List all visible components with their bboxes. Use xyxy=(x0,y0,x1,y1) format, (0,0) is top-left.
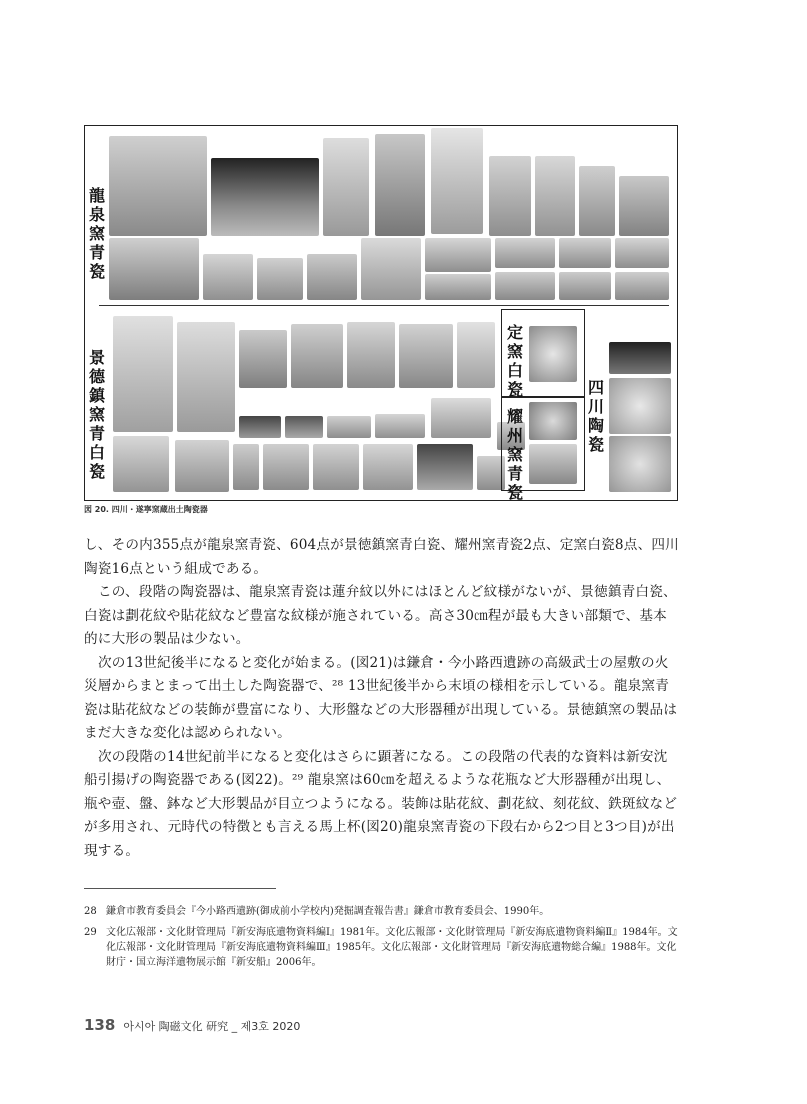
ceramic-photo xyxy=(609,378,671,434)
figure-20 xyxy=(84,125,678,501)
paragraph: この、段階の陶瓷器は、龍泉窯青瓷は蓮弁紋以外にはほとんど紋様がないが、景徳鎮青白瓷、白瓷は劃花紋や貼花紋など豊富な紋様が施されている。高さ30㎝程が最も大きい部類で、基本的に大形の製品は少ない。 xyxy=(84,584,677,647)
footnote-text: 文化広報部・文化財管理局『新安海底遺物資料編Ⅰ』1981年。文化広報部・文化財管理局『新安海底遺物資料編Ⅱ』1984年。文化広報部・文化財管理局『新安海底遺物資料編Ⅲ』1985年。文化広報部・文化財管理局『新安海底遺物総合編』1988年。文化財庁・国立海洋遺物展示館『新安船』2006年。 xyxy=(106,927,678,968)
ceramic-photo xyxy=(529,326,577,382)
ceramic-photo xyxy=(431,128,483,234)
paragraph: 次の段階の14世紀前半になると変化はさらに顕著になる。この段階の代表的な資料は新安沈船引揚げの陶瓷器である(図22)。²⁹ 龍泉窯は60㎝を超えるような花瓶など大形器種が出現し、瓶や壺、盤、鉢など大形製品が目立つようになる。装飾は貼花紋、劃花紋、刻花紋、鉄斑紋などが多用され、元時代の特徴とも言える馬上杯(図20)龍泉窯青瓷の下段右から2つ目と3つ目)が出現する。 xyxy=(84,748,678,859)
paragraph: し、その内355点が龍泉窯青瓷、604点が景徳鎮窯青白瓷、耀州窯青瓷2点、定窯白瓷8点、四川陶瓷16点という組成である。 xyxy=(84,537,679,577)
ceramic-photo xyxy=(431,398,491,438)
ceramic-photo xyxy=(263,444,309,490)
ceramic-photo xyxy=(327,416,371,438)
ceramic-photo xyxy=(239,330,287,388)
ceramic-photo xyxy=(285,416,323,438)
ceramic-photo xyxy=(425,274,491,300)
footnote-28 xyxy=(84,904,684,919)
ceramic-photo xyxy=(257,258,303,300)
ceramic-photo xyxy=(375,414,425,438)
ceramic-photo xyxy=(109,238,199,300)
ceramic-photo xyxy=(175,440,229,492)
ceramic-photo xyxy=(233,444,259,490)
body-text xyxy=(84,534,680,863)
ceramic-photo xyxy=(559,272,611,300)
ceramic-photo xyxy=(347,322,395,388)
ceramic-photo xyxy=(323,138,369,236)
ceramic-photo xyxy=(291,324,343,388)
ceramic-photo xyxy=(109,136,207,236)
footnote-text: 鎌倉市教育委員会『今小路西遺跡(御成前小学校内)発掘調査報告書』鎌倉市教育委員会、1990年。 xyxy=(106,906,550,917)
label-yaozhou: 耀州窯青瓷 xyxy=(506,407,523,501)
ceramic-photo xyxy=(361,238,421,300)
ceramic-photo xyxy=(375,134,425,236)
label-jingdezhen: 景德鎮窯青白瓷 xyxy=(88,348,105,481)
ceramic-photo xyxy=(579,166,615,236)
paragraph: 次の13世紀後半になると変化が始まる。(図21)は鎌倉・今小路西遺跡の高級武士の屋敷の火災層からまとまって出土した陶瓷器で、²⁸ 13世紀後半から末頃の様相を示している。龍泉窯青瓷は貼花紋などの装飾が豊富になり、大形盤などの大形器種が出現している。景徳鎮窯の製品はまだ大きな変化は認められない。 xyxy=(84,654,678,741)
footnote-29 xyxy=(84,925,684,970)
ceramic-photo xyxy=(495,238,555,268)
journal-title: 아시아 陶磁文化 研究 _ 제3호 2020 xyxy=(123,1020,301,1033)
label-sichuan: 四川陶瓷 xyxy=(587,378,604,454)
footnote-number: 29 xyxy=(84,927,97,938)
ceramic-photo xyxy=(529,444,577,484)
figure-caption: 図 20. 四川・遂寧窯蔵出土陶瓷器 xyxy=(84,505,208,514)
page-footer xyxy=(84,1016,300,1034)
page-number: 138 xyxy=(84,1016,116,1034)
ceramic-photo xyxy=(615,272,669,300)
ceramic-photo xyxy=(615,238,669,268)
ceramic-photo xyxy=(211,158,319,236)
ceramic-photo xyxy=(307,254,357,300)
ceramic-photo xyxy=(399,324,453,388)
ceramic-photo xyxy=(489,156,531,236)
ceramic-photo xyxy=(363,444,413,490)
footnote-divider xyxy=(84,888,276,889)
label-ding: 定窯白瓷 xyxy=(506,323,523,399)
ceramic-photo xyxy=(609,342,671,374)
ceramic-photo xyxy=(559,238,611,268)
ceramic-photo xyxy=(113,316,173,432)
ceramic-photo xyxy=(425,238,491,272)
ceramic-photo xyxy=(203,254,253,300)
label-longquan: 龍泉窯青瓷 xyxy=(88,186,105,281)
ceramic-photo xyxy=(529,402,577,440)
ceramic-photo xyxy=(417,444,473,490)
ceramic-photo xyxy=(457,322,495,388)
ceramic-photo xyxy=(609,436,671,492)
ceramic-photo xyxy=(177,322,235,432)
ceramic-photo xyxy=(239,416,281,438)
ceramic-photo xyxy=(535,156,575,236)
footnote-number: 28 xyxy=(84,906,97,917)
group-divider xyxy=(99,305,669,306)
ceramic-photo xyxy=(495,272,555,300)
ceramic-photo xyxy=(113,436,169,492)
ceramic-photo xyxy=(313,444,359,490)
ceramic-photo xyxy=(619,176,669,236)
